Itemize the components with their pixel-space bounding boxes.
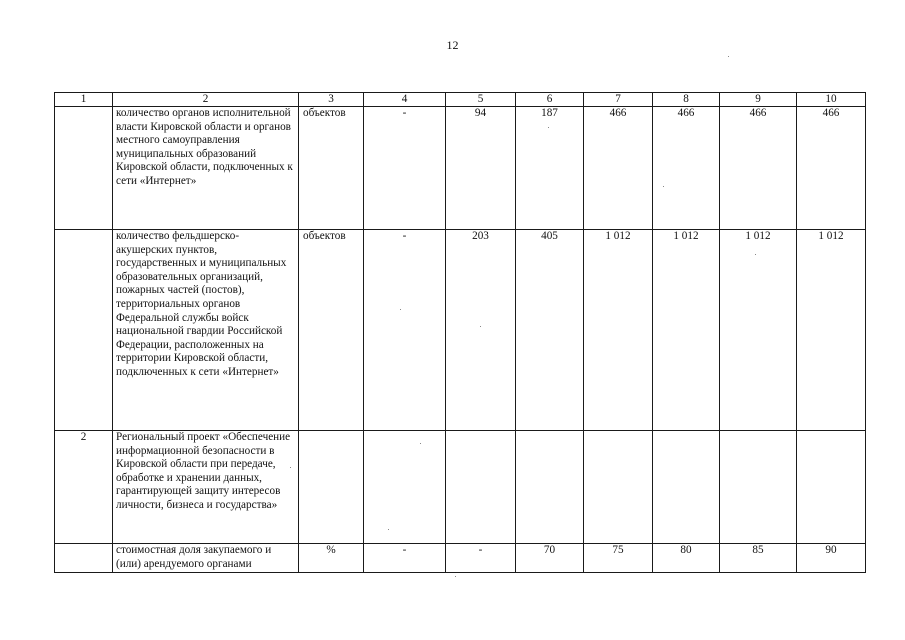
value-cell: 466 <box>797 107 866 230</box>
value-cell <box>653 431 720 544</box>
value-cell <box>516 431 584 544</box>
scan-speck <box>455 576 456 577</box>
table-row <box>55 230 866 431</box>
scan-speck <box>480 326 481 327</box>
value-cell: 1 012 <box>584 230 653 431</box>
row-number <box>55 230 113 431</box>
value-cell: 1 012 <box>797 230 866 431</box>
value-cell: 1 012 <box>653 230 720 431</box>
column-header: 7 <box>584 93 653 107</box>
unit-cell: объектов <box>299 230 364 431</box>
scan-speck <box>400 309 401 310</box>
scan-speck <box>728 56 729 57</box>
value-cell: 203 <box>446 230 516 431</box>
column-header: 3 <box>299 93 364 107</box>
indicator-description: стоимостная доля закупаемого и (или) арендуемого органами <box>113 544 299 573</box>
table-row <box>55 107 866 230</box>
row-number <box>55 107 113 230</box>
indicator-description: количество фельдшерско-акушерских пунктов, государственных и муниципальных образовательных организаций, пожарных частей (постов), территориальных органов Федеральной службы войск национальной гвардии Российской Федерации, расположенных на территории Кировской области, подключенных к сети «Интернет» <box>113 230 299 431</box>
table-row <box>55 544 866 573</box>
value-cell: 466 <box>584 107 653 230</box>
value-cell <box>446 431 516 544</box>
column-header: 2 <box>113 93 299 107</box>
unit-cell: объектов <box>299 107 364 230</box>
column-header: 8 <box>653 93 720 107</box>
table-row <box>55 431 866 544</box>
scan-speck <box>388 529 389 530</box>
row-number <box>55 544 113 573</box>
value-cell <box>797 431 866 544</box>
value-cell: 1 012 <box>720 230 797 431</box>
value-cell <box>720 431 797 544</box>
unit-cell: % <box>299 544 364 573</box>
scan-speck <box>290 467 291 468</box>
indicator-description: количество органов исполнительной власти Кировской области и органов местного самоуправления муниципальных образований Кировской области, подключенных к сети «Интернет» <box>113 107 299 230</box>
value-cell: 405 <box>516 230 584 431</box>
column-header: 9 <box>720 93 797 107</box>
column-header: 5 <box>446 93 516 107</box>
value-cell: 90 <box>797 544 866 573</box>
value-cell <box>364 431 446 544</box>
indicator-table <box>54 92 866 573</box>
value-cell: 187 <box>516 107 584 230</box>
value-cell: - <box>364 544 446 573</box>
value-cell: 70 <box>516 544 584 573</box>
page-number: 12 <box>446 38 459 52</box>
scan-speck <box>755 254 756 255</box>
value-cell: 80 <box>653 544 720 573</box>
value-cell: 466 <box>720 107 797 230</box>
value-cell: 94 <box>446 107 516 230</box>
column-header: 4 <box>364 93 446 107</box>
value-cell: 85 <box>720 544 797 573</box>
row-number: 2 <box>55 431 113 544</box>
value-cell <box>584 431 653 544</box>
column-header: 6 <box>516 93 584 107</box>
value-cell: 75 <box>584 544 653 573</box>
project-title: Региональный проект «Обеспечение информационной безопасности в Кировской области при передаче, обработке и хранении данных, гарантирующей защиту интересов личности, бизнеса и государства» <box>113 431 299 544</box>
value-cell: - <box>364 230 446 431</box>
scan-speck <box>663 186 664 187</box>
scan-speck <box>420 443 421 444</box>
unit-cell <box>299 431 364 544</box>
value-cell: 466 <box>653 107 720 230</box>
scan-speck <box>548 127 549 128</box>
column-header: 10 <box>797 93 866 107</box>
column-header: 1 <box>55 93 113 107</box>
table-header-row <box>55 93 866 107</box>
value-cell: - <box>446 544 516 573</box>
value-cell: - <box>364 107 446 230</box>
